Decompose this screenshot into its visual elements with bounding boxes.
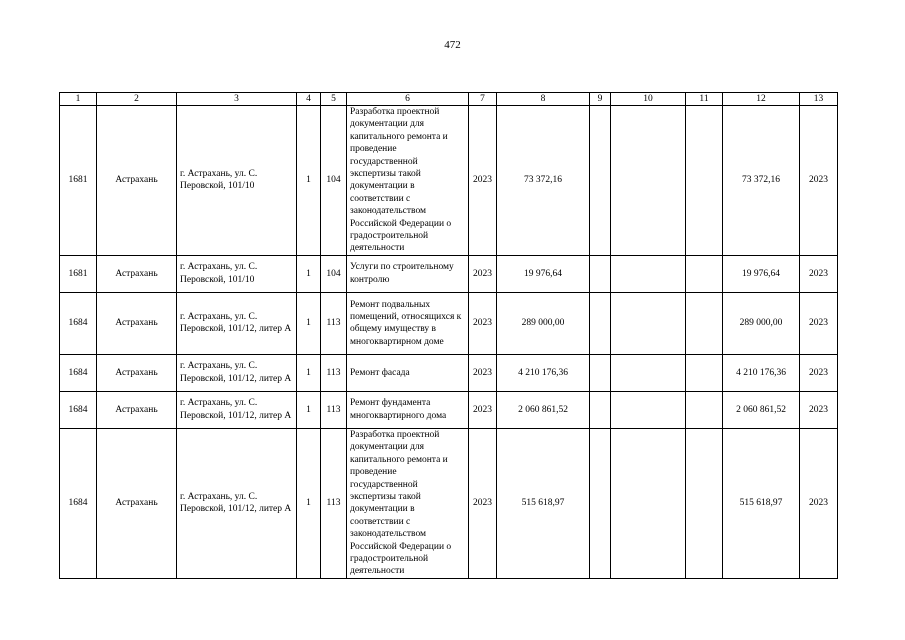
amount-cell: 4 210 176,36 [497, 354, 590, 391]
header-cell: 2 [97, 93, 177, 106]
amount-cell: 515 618,97 [497, 428, 590, 578]
col9-cell [590, 428, 611, 578]
total-cell: 73 372,16 [723, 106, 800, 256]
total-cell: 4 210 176,36 [723, 354, 800, 391]
amount-cell: 289 000,00 [497, 292, 590, 354]
col5-cell: 113 [321, 391, 347, 428]
col4-cell: 1 [297, 106, 321, 256]
col9-cell [590, 354, 611, 391]
header-cell: 9 [590, 93, 611, 106]
table-row [60, 354, 838, 391]
city-cell: Астрахань [97, 428, 177, 578]
year-cell: 2023 [469, 391, 497, 428]
total-cell: 289 000,00 [723, 292, 800, 354]
table-row [60, 106, 838, 256]
col10-cell [611, 391, 686, 428]
address-cell: г. Астрахань, ул. С. Перовской, 101/12, литер А [177, 428, 297, 578]
col9-cell [590, 292, 611, 354]
header-cell: 5 [321, 93, 347, 106]
year-cell: 2023 [469, 106, 497, 256]
header-cell: 7 [469, 93, 497, 106]
address-cell: г. Астрахань, ул. С. Перовской, 101/10 [177, 255, 297, 292]
year-cell: 2023 [469, 255, 497, 292]
col9-cell [590, 391, 611, 428]
header-cell: 12 [723, 93, 800, 106]
total-cell: 515 618,97 [723, 428, 800, 578]
col5-cell: 113 [321, 292, 347, 354]
row-number-cell: 1681 [60, 255, 97, 292]
col10-cell [611, 354, 686, 391]
header-cell: 10 [611, 93, 686, 106]
header-cell: 13 [800, 93, 838, 106]
header-cell: 3 [177, 93, 297, 106]
address-cell: г. Астрахань, ул. С. Перовской, 101/10 [177, 106, 297, 256]
page-number: 472 [444, 39, 461, 51]
work-type-cell: Разработка проектной документации для капитального ремонта и проведение государственной экспертизы такой документации в соответствии с законодательством Российской Федерации о градостроительной деятельности [347, 106, 469, 256]
col5-cell: 113 [321, 354, 347, 391]
city-cell: Астрахань [97, 292, 177, 354]
end-year-cell: 2023 [800, 428, 838, 578]
amount-cell: 19 976,64 [497, 255, 590, 292]
col9-cell [590, 106, 611, 256]
city-cell: Астрахань [97, 255, 177, 292]
city-cell: Астрахань [97, 354, 177, 391]
header-cell: 8 [497, 93, 590, 106]
amount-cell: 73 372,16 [497, 106, 590, 256]
work-type-cell: Ремонт фундамента многоквартирного дома [347, 391, 469, 428]
work-type-cell: Разработка проектной документации для капитального ремонта и проведение государственной экспертизы такой документации в соответствии с законодательством Российской Федерации о градостроительной деятельности [347, 428, 469, 578]
table-row [60, 292, 838, 354]
col5-cell: 113 [321, 428, 347, 578]
row-number-cell: 1681 [60, 106, 97, 256]
col10-cell [611, 255, 686, 292]
table-row [60, 428, 838, 578]
work-type-cell: Ремонт фасада [347, 354, 469, 391]
col10-cell [611, 292, 686, 354]
col5-cell: 104 [321, 106, 347, 256]
table-row [60, 391, 838, 428]
amount-cell: 2 060 861,52 [497, 391, 590, 428]
city-cell: Астрахань [97, 106, 177, 256]
col11-cell [686, 354, 723, 391]
col5-cell: 104 [321, 255, 347, 292]
row-number-cell: 1684 [60, 391, 97, 428]
col11-cell [686, 428, 723, 578]
header-cell: 1 [60, 93, 97, 106]
end-year-cell: 2023 [800, 354, 838, 391]
row-number-cell: 1684 [60, 354, 97, 391]
end-year-cell: 2023 [800, 391, 838, 428]
col11-cell [686, 292, 723, 354]
header-row [60, 93, 838, 106]
city-cell: Астрахань [97, 391, 177, 428]
col4-cell: 1 [297, 428, 321, 578]
year-cell: 2023 [469, 292, 497, 354]
total-cell: 19 976,64 [723, 255, 800, 292]
total-cell: 2 060 861,52 [723, 391, 800, 428]
end-year-cell: 2023 [800, 292, 838, 354]
col11-cell [686, 391, 723, 428]
row-number-cell: 1684 [60, 292, 97, 354]
col4-cell: 1 [297, 255, 321, 292]
year-cell: 2023 [469, 428, 497, 578]
col4-cell: 1 [297, 292, 321, 354]
data-table [59, 92, 838, 579]
address-cell: г. Астрахань, ул. С. Перовской, 101/12, литер А [177, 292, 297, 354]
row-number-cell: 1684 [60, 428, 97, 578]
header-cell: 11 [686, 93, 723, 106]
col9-cell [590, 255, 611, 292]
address-cell: г. Астрахань, ул. С. Перовской, 101/12, литер А [177, 391, 297, 428]
col10-cell [611, 106, 686, 256]
end-year-cell: 2023 [800, 106, 838, 256]
work-type-cell: Услуги по строительному контролю [347, 255, 469, 292]
table-row [60, 255, 838, 292]
end-year-cell: 2023 [800, 255, 838, 292]
year-cell: 2023 [469, 354, 497, 391]
header-cell: 4 [297, 93, 321, 106]
address-cell: г. Астрахань, ул. С. Перовской, 101/12, литер А [177, 354, 297, 391]
work-type-cell: Ремонт подвальных помещений, относящихся к общему имуществу в многоквартирном доме [347, 292, 469, 354]
col11-cell [686, 255, 723, 292]
col4-cell: 1 [297, 391, 321, 428]
col11-cell [686, 106, 723, 256]
col10-cell [611, 428, 686, 578]
col4-cell: 1 [297, 354, 321, 391]
header-cell: 6 [347, 93, 469, 106]
